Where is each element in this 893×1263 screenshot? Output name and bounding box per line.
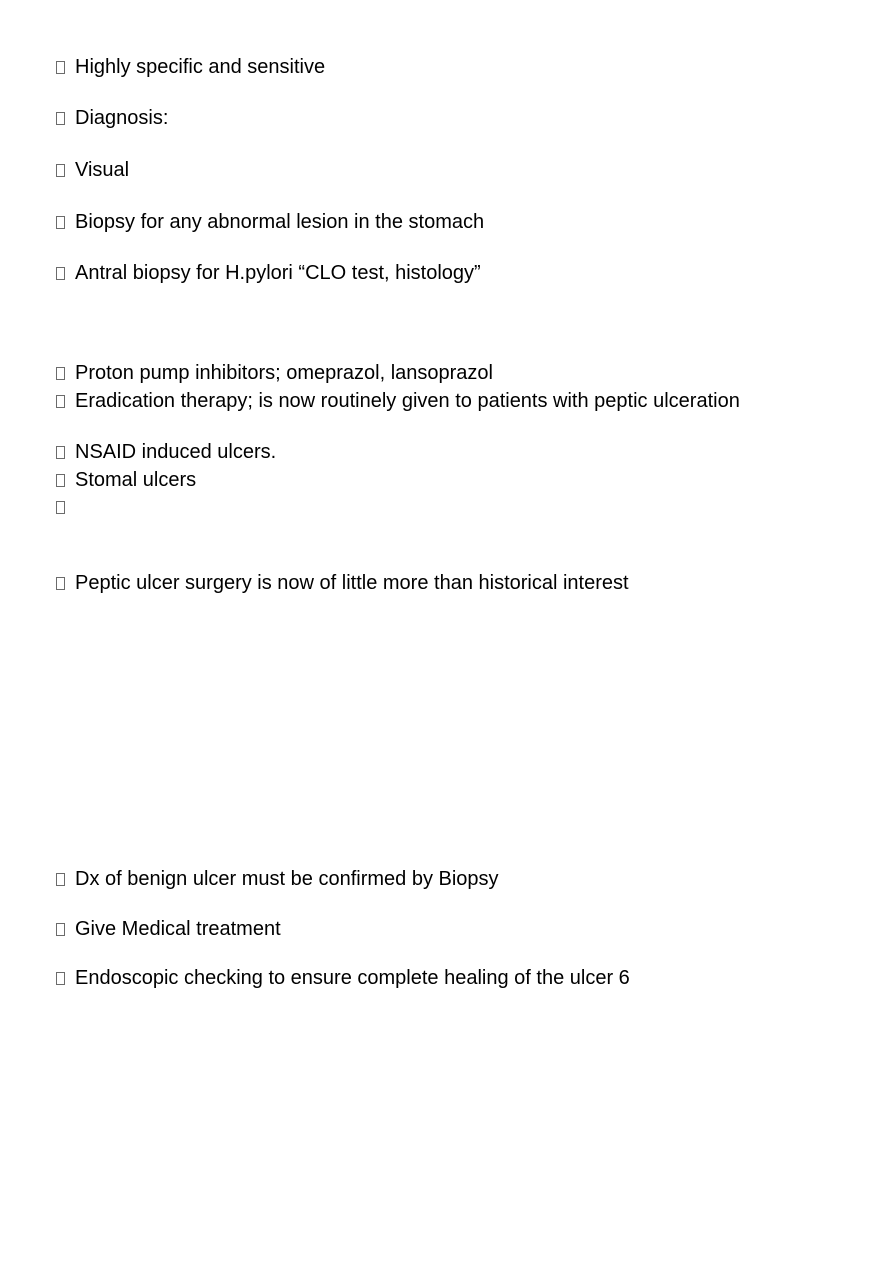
bullet-icon bbox=[56, 873, 65, 886]
list-item bbox=[56, 156, 129, 184]
bullet-icon bbox=[56, 577, 65, 590]
bullet-icon bbox=[56, 501, 65, 514]
bullet-icon bbox=[56, 446, 65, 459]
bullet-icon bbox=[56, 395, 65, 408]
list-item-text: Biopsy for any abnormal lesion in the stomach bbox=[75, 211, 485, 233]
list-item bbox=[56, 259, 481, 287]
list-item bbox=[56, 915, 281, 943]
list-item bbox=[56, 359, 493, 387]
list-item-text: Proton pump inhibitors; omeprazol, lansoprazol bbox=[75, 362, 493, 384]
bullet-icon bbox=[56, 267, 65, 280]
bullet-icon bbox=[56, 474, 65, 487]
list-item-text: Diagnosis: bbox=[75, 107, 169, 129]
list-item bbox=[56, 208, 484, 236]
bullet-icon bbox=[56, 972, 65, 985]
list-item bbox=[56, 438, 276, 466]
list-item bbox=[56, 53, 325, 81]
list-item bbox=[56, 387, 740, 415]
list-item-text: Dx of benign ulcer must be confirmed by Biopsy bbox=[75, 868, 499, 890]
list-item-text: NSAID induced ulcers. bbox=[75, 441, 277, 463]
list-item-text: Endoscopic checking to ensure complete healing of the ulcer 6 bbox=[75, 967, 630, 989]
bullet-icon bbox=[56, 164, 65, 177]
bullet-icon bbox=[56, 112, 65, 125]
list-item bbox=[56, 466, 196, 494]
list-item-text: Peptic ulcer surgery is now of little more than historical interest bbox=[75, 572, 629, 594]
bullet-icon bbox=[56, 61, 65, 74]
list-item-text: Give Medical treatment bbox=[75, 918, 281, 940]
bullet-icon bbox=[56, 367, 65, 380]
list-item-text: Antral biopsy for H.pylori “CLO test, histology” bbox=[75, 262, 481, 284]
list-item bbox=[56, 104, 168, 132]
bullet-icon bbox=[56, 216, 65, 229]
list-item bbox=[56, 865, 499, 893]
bullet-icon bbox=[56, 923, 65, 936]
list-item-text: Visual bbox=[75, 159, 130, 181]
list-item-empty bbox=[56, 493, 75, 521]
list-item-text: Highly specific and sensitive bbox=[75, 56, 326, 78]
list-item bbox=[56, 569, 629, 597]
list-item-text: Eradication therapy; is now routinely given to patients with peptic ulceration bbox=[75, 390, 740, 412]
list-item-text: Stomal ulcers bbox=[75, 469, 197, 491]
list-item bbox=[56, 964, 630, 992]
